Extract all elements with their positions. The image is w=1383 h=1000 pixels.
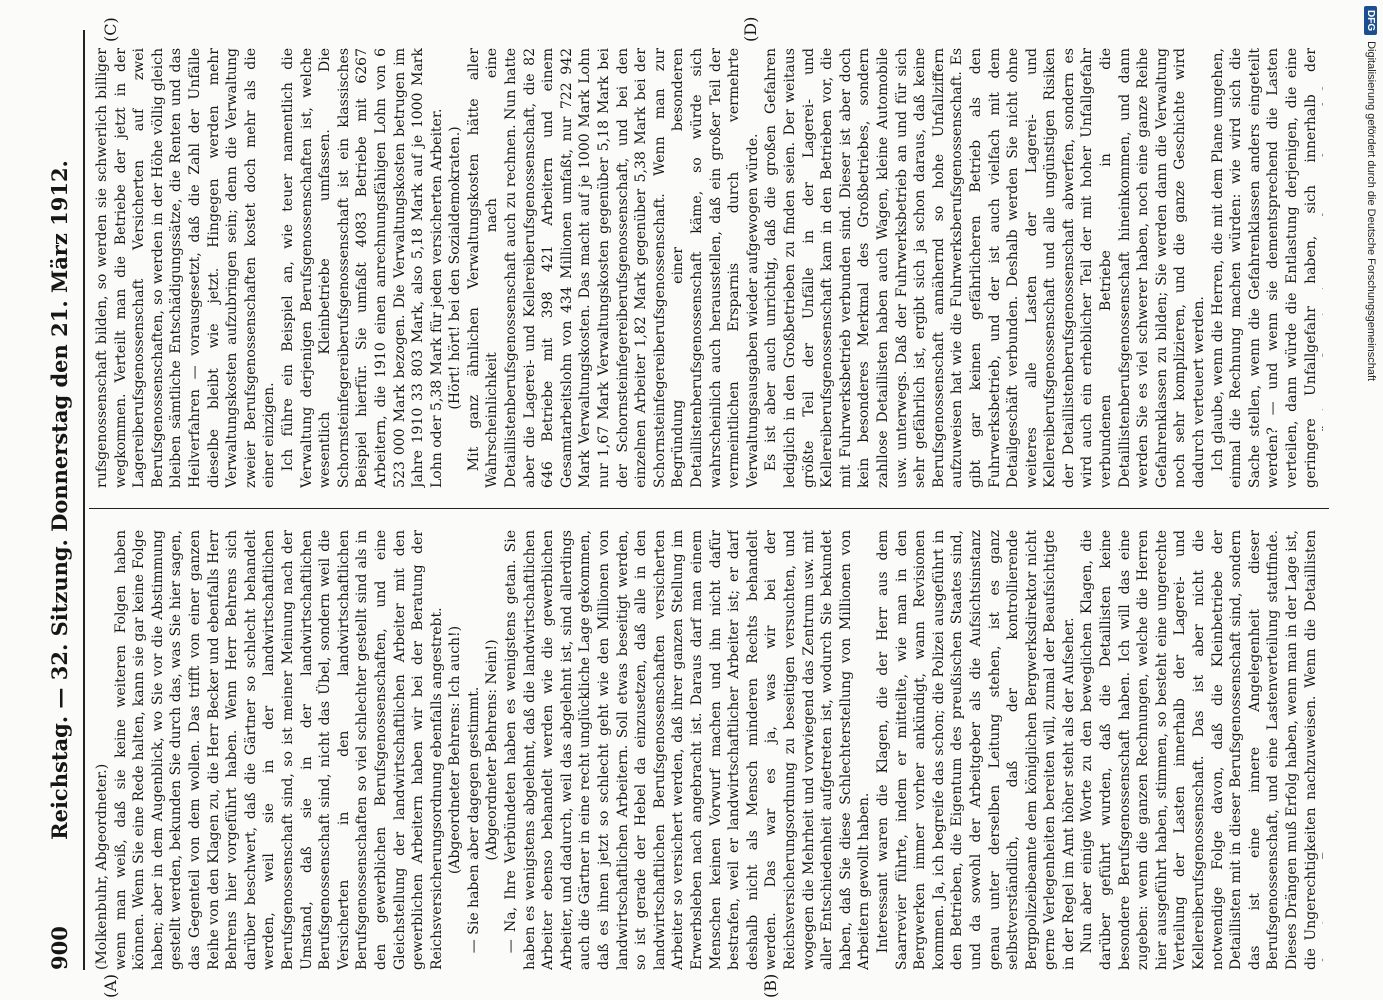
dfg-logo: DFG — [1365, 6, 1378, 35]
interjection: (Hört! hört! bei den Sozialdemokraten.) — [447, 126, 464, 410]
paragraph: Ich führe ein Beispiel an, wie teuer namentlich die Verwaltung derjenigen Berufsgenossenschaften ist, welche wesentlich Kleinbetriebe umfassen. Die Schornsteinfegereiberufsgenossenschaft ist ein klassisches Beispiel hierfür. Sie umfaßt 4083 Betriebe mit 6267 Arbeitern, die 1910 einen anrechnungsfähigen Lohn von 6 523 000 Mark bezogen. Die Verwaltungskosten betrugen im Jahre 1910 33 803 Mark, also 5,18 Mark auf je 1000 Mark Lohn oder 5,38 Mark für jeden versicherten Arbeiter. — [279, 48, 445, 488]
paragraph: — Sie haben aber dagegen gestimmt. — [465, 686, 482, 954]
paragraph: — Na, Ihre Verbündeten haben es wenigstens getan. Sie haben es wenigstens abgelehnt, daß die landwirtschaftlichen Arbeiter ebenso behandelt werden wie die gewerblichen Arbeiter, und dadurch, weil das abgelehnt ist, sind allerdings auch die Gärtner in eine recht unglückliche Lage gekommen, daß es ihnen jetzt so schlecht geht wie den Millionen von landwirtschaftlichen Arbeitern. Soll etwas beseitigt werden, so ist gerade der Hebel da einzusetzen, daß alle in den landwirtschaftlichen Berufsgenossenschaften versicherten Arbeiter so versichert werden, daß ihrer ganzen Stellung im Erwerbsleben nach angebracht ist. Daraus darf man einem Menschen keinen Vorwurf machen und ihn nicht dafür bestrafen, weil er landwirtschaftlicher Arbeiter ist; er darf deshalb nicht als Mensch minderen Rechts behandelt werden. Das war es ja, was wir bei der Reichsversicherungsordnung zu beseitigen versuchten, und wogegen die Mehrheit und vorwiegend das Zentrum usw. mit aller Entschiedenheit aufgetreten ist, wodurch Sie bekundet haben, daß Sie diese Schlechterstellung von Millionen von Arbeitern gewollt haben. — [503, 530, 873, 970]
rotated-page-content — [41, 16, 1341, 998]
paragraph: Es ist aber auch unrichtig, daß die großen Gefahren lediglich in den Großbetrieben zu finden seien. Der weitaus größte Teil der Unfälle in der Lagerei- und Kellereiberufsgenossenschaft kam in den Betrieben vor, die mit Fuhrwerksbetrieb verbunden sind. Dieser ist aber doch kein besonderes Merkmal des Großbetriebes, sondern zahllose Detaillisten haben auch Wagen, kleine Automobile usw. unterwegs. Daß der Fuhrwerksbetrieb an und für sich sehr gefährlich ist, ergibt sich ja schon daraus, daß keine Berufsgenossenschaft annähernd so hohe Unfallziffern aufzuweisen hat wie die Fuhrwerksberufsgenossenschaft. Es gibt gar keinen gefährlicheren Betrieb als den Fuhrwerksbetrieb, und der ist auch vielfach mit dem Detailgeschäft verbunden. Deshalb werden Sie nicht ohne weiteres alle Lasten der Lagerei- und Kellereiberufsgenossenschaft und alle ungünstigen Risiken der Detaillistenberufsgenossenschaft abwerfen, sondern es wird auch ein erheblicher Teil der mit hoher Unfallgefahr verbundenen Betriebe in die Detaillistenberufsgenossenschaft hineinkommen, und dann werden Sie es viel schwerer haben, noch eine ganze Reihe Gefahrenklassen zu bilden; Sie werden dann die Verwaltung noch sehr komplizieren, und die ganze Geschichte wird dadurch verteuert werden. — [763, 48, 1208, 488]
header-title: Reichstag. — 32. Sitzung. Donnerstag den 21. März 1912. — [47, 160, 72, 840]
right-column — [93, 48, 1323, 488]
column-divider — [89, 508, 1329, 509]
paragraph: Ich glaube, wenn die Herren, die mit dem Plane umgehen, einmal die Rechnung machen würden: wie wird sich die Sache stellen, wenn die Gefahrenklassen anders eingeteilt werden? — und wenn sie dementsprechend die Lasten verteilen, dann würde die Entlastung derjenigen, die eine geringere Unfallgefahr haben, sich innerhalb der — [1209, 48, 1319, 488]
margin-mark-d: (D) — [741, 16, 760, 42]
margin-mark-c: (C) — [101, 17, 120, 42]
left-column — [93, 530, 1323, 970]
credit-text: Digitalisierung gefördert durch die Deutsche Forschungsgemeinschaft — [1365, 41, 1377, 382]
paragraph: Mit ganz ähnlichen Verwaltungskosten hätte aller Wahrscheinlichkeit nach eine Detaillistenberufsgenossenschaft auch zu rechnen. Nun hatte aber die Lagerei- und Kellereiberufsgenossenschaft, die 82 646 Betriebe mit 398 421 Arbeitern und einem Gesamtarbeitslohn von 434 Millionen umfaßt, nur 722 942 Mark Verwaltungskosten. Das macht auf je 1000 Mark Lohn nur 1,67 Mark Verwaltungskosten gegenüber 5,18 Mark bei der Schornsteinfegereiberufsgenossenschaft, und bei den einzelnen Arbeiter 1,82 Mark gegenüber 5,38 Mark bei der Schornsteinfegereiberufsgenossenschaft. Wenn man zur Begründung einer besonderen Detaillistenberufsgenossenschaft käme, so würde sich wahrscheinlich auch herausstellen, daß ein großer Teil der vermeintlichen Ersparnis durch vermehrte Verwaltungsausgaben wieder aufgewogen würde. — [465, 48, 761, 488]
interjection: (Abgeordneter Behrens: Nein!) — [484, 639, 501, 861]
digitization-credit — [1360, 6, 1382, 996]
paragraph: rufsgenossenschaft bilden, so werden sie schwerlich billiger wegkommen. Verteilt man die Betriebe der jetzt in der Lagereiberufsgenossenschaft Versicherten auf zwei Berufsgenossenschaften, so werden in der Höhe völlig gleich bleiben sämtliche Entschädigungssätze, die Renten und das Heilverfahren — vorausgesetzt, daß die Zahl der Unfälle dieselbe bleibt wie jetzt. Hingegen werden mehr Verwaltungskosten aufzubringen sein; denn die Verwaltung zweier Berufsgenossenschaften kostet doch mehr als die einer einzigen. — [94, 48, 278, 488]
paragraph: wenn man weiß, daß sie keine weiteren Folgen haben können. Wenn Sie eine Rede halten, kann sie gar keine Folge haben; aber in dem Augenblick, wo Sie vor die Abstimmung gestellt werden, bekunden Sie durch das, was Sie hier sagen, das Gegenteil von dem wollen. Das trifft von einer ganzen Reihe von den Klagen zu, die Herr Becker und ebenfalls Herr Behrens hier vorgeführt haben. Wenn Herr Behrens sich darüber beschwert, daß die Gärtner so schlecht behandelt werden, weil sie in der landwirtschaftlichen Berufsgenossenschaft sind, so ist meiner Meinung nach der Umstand, daß sie in der landwirtschaftlichen Berufsgenossenschaft sind, nicht das Übel, sondern weil die Versicherten in den landwirtschaftlichen Berufsgenossenschaften so viel schlechter gestellt sind als in den gewerblichen Berufsgenossenschaften, und eine Gleichstellung der landwirtschaftlichen Arbeiter mit den gewerblichen Arbeitern haben wir bei der Beratung der Reichsversicherungsordnung ebenfalls angestrebt. — [112, 530, 445, 970]
paragraph: Interessant waren die Klagen, die der Herr aus dem Saarrevier führte, indem er mitteilte, wie man in den Bergwerken immer vorher ankündigt, wann Revisionen kommen. Ja, ich begreife das schon; die Polizei ausgeführt in den Betrieben, die Eigentum des preußischen Staates sind, und da sowohl der Arbeitgeber als die Aufsichtsinstanz genau unter derselben Leitung stehen, ist es ganz selbstverständlich, daß der kontrollierende Bergpolizeibeamte dem königlichen Bergwerksdirektor nicht gerne Verlegenheiten bereiten will, zumal der Beaufsichtigte in der Regel im Amt höher steht als der Aufseher. — [874, 530, 1077, 970]
margin-mark-a: (A) — [101, 973, 120, 998]
margin-mark-b: (B) — [761, 973, 780, 998]
interjection: (Abgeordneter Behrens: Ich auch!) — [447, 625, 464, 875]
running-header — [41, 30, 81, 970]
header-rule — [83, 30, 85, 970]
paragraph: Nun aber einige Worte zu den beweglichen Klagen, die darüber geführt wurden, daß die Detaillisten keine besondere Berufsgenossenschaft haben. Ich will das eine zugeben: wenn die ganzen Rechnungen, welche die Herren hier ausgeführt haben, stimmen, so besteht eine ungerechte Verteilung der Lasten innerhalb der Lagerei- und Kellereiberufsgenossenschaft. Das ist aber nicht die notwendige Folge davon, daß die Kleinbetriebe der Detaillisten mit in dieser Berufsgenossenschaft sind, sondern das ist eine innere Angelegenheit dieser Berufsgenossenschaft, und eine Lastenverteilung stattfinde. Dieses Drängen muß Erfolg haben, wenn man in der Lage ist, die Ungerechtigkeiten nachzuweisen. Wenn die Detaillisten — [1079, 530, 1319, 970]
speaker-line: (Molkenbuhr, Abgeordneter.) — [94, 763, 110, 970]
page-number: 900 — [47, 926, 72, 970]
